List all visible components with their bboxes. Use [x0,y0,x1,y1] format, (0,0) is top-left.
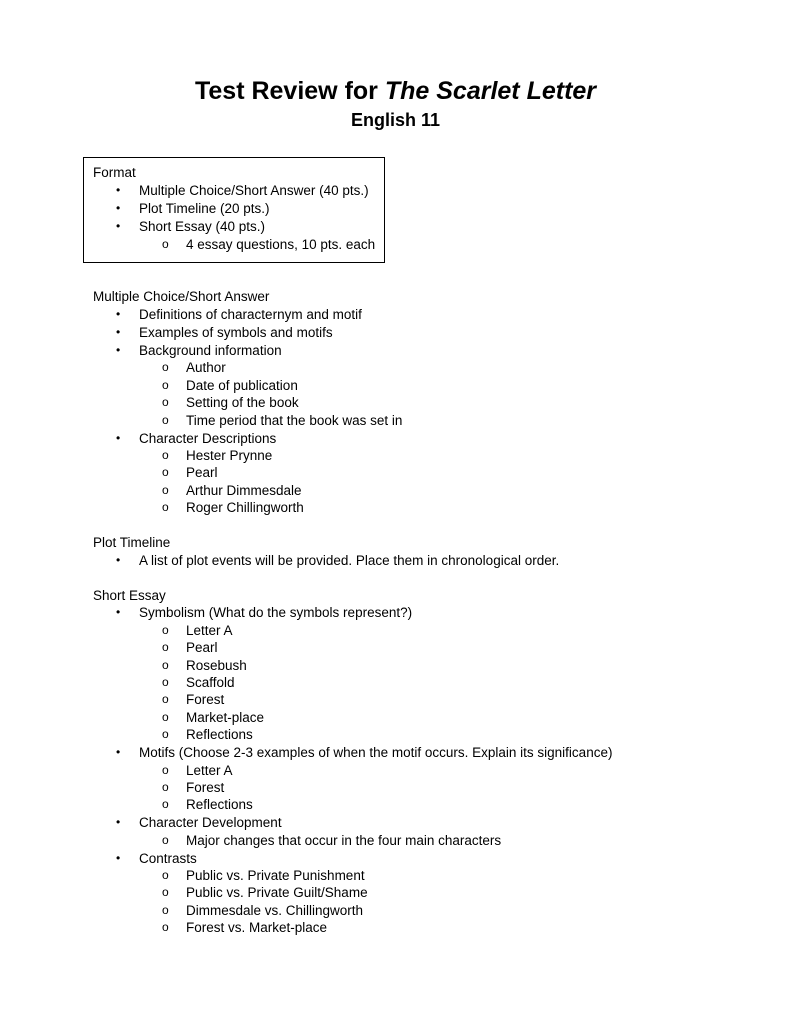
sub-bullet: o [162,903,169,917]
timeline-heading: Plot Timeline [93,535,171,550]
document-title [0,74,791,108]
essay-item: Symbolism (What do the symbols represent?) [139,605,413,620]
sub-bullet: o [162,465,169,479]
bullet: • [116,745,121,759]
bullet: • [116,851,121,865]
symbol-item: Pearl [186,640,218,655]
sub-bullet: o [162,710,169,724]
character-item: Hester Prynne [186,448,273,463]
symbol-item: Forest [186,692,225,707]
sub-bullet: o [162,727,169,741]
format-heading: Format [93,165,136,180]
format-item: Short Essay (40 pts.) [139,219,266,234]
sub-bullet: o [162,360,169,374]
sub-bullet: o [162,378,169,392]
sub-bullet: o [162,448,169,462]
bullet: • [116,307,121,321]
sub-bullet: o [162,920,169,934]
bullet: • [116,183,121,197]
timeline-item: A list of plot events will be provided. Place them in chronological order. [139,553,560,568]
sub-bullet: o [162,763,169,777]
title-prefix: Test Review for [194,77,385,105]
background-item: Setting of the book [186,395,299,410]
sub-bullet: o [162,692,169,706]
sub-bullet: o [162,833,169,847]
format-item: Multiple Choice/Short Answer (40 pts.) [139,183,369,198]
sub-bullet: o [162,675,169,689]
bullet: • [116,431,121,445]
sub-bullet: o [162,623,169,637]
contrast-item: Forest vs. Market-place [186,920,328,935]
essay-item: Motifs (Choose 2-3 examples of when the motif occurs. Explain its significance) [139,745,613,760]
mc-item: Definitions of characternym and motif [139,307,362,322]
bullet: • [116,605,121,619]
motif-item: Letter A [186,763,233,778]
mc-item: Character Descriptions [139,431,277,446]
essay-item: Contrasts [139,851,197,866]
background-item: Date of publication [186,378,298,393]
bullet: • [116,343,121,357]
background-item: Author [186,360,226,375]
symbol-item: Letter A [186,623,233,638]
symbol-item: Scaffold [186,675,235,690]
document-subtitle: English 11 [350,110,441,130]
format-subitem: 4 essay questions, 10 pts. each [186,237,376,252]
format-item: Plot Timeline (20 pts.) [139,201,270,216]
sub-bullet: o [162,780,169,794]
sub-bullet: o [162,500,169,514]
character-item: Arthur Dimmesdale [186,483,302,498]
sub-bullet: o [162,395,169,409]
bullet: • [116,815,121,829]
bullet: • [116,553,121,567]
sub-bullet: o [162,237,169,251]
symbol-item: Reflections [186,727,253,742]
essay-heading: Short Essay [93,588,166,603]
contrast-item: Public vs. Private Guilt/Shame [186,885,368,900]
essay-item: Character Development [139,815,282,830]
mc-item: Background information [139,343,282,358]
bullet: • [116,325,121,339]
sub-bullet: o [162,885,169,899]
mc-item: Examples of symbols and motifs [139,325,333,340]
bullet: • [116,201,121,215]
character-item: Pearl [186,465,218,480]
symbol-item: Market-place [186,710,265,725]
sub-bullet: o [162,413,169,427]
sub-bullet: o [162,640,169,654]
development-item: Major changes that occur in the four main characters [186,833,502,848]
sub-bullet: o [162,658,169,672]
sub-bullet: o [162,483,169,497]
sub-bullet: o [162,797,169,811]
bullet: • [116,219,121,233]
contrast-item: Dimmesdale vs. Chillingworth [186,903,364,918]
mc-heading: Multiple Choice/Short Answer [93,289,270,304]
book-title: The Scarlet Letter [384,77,597,105]
symbol-item: Rosebush [186,658,247,673]
contrast-item: Public vs. Private Punishment [186,868,365,883]
sub-bullet: o [162,868,169,882]
motif-item: Forest [186,780,225,795]
character-item: Roger Chillingworth [186,500,304,515]
motif-item: Reflections [186,797,253,812]
background-item: Time period that the book was set in [186,413,403,428]
